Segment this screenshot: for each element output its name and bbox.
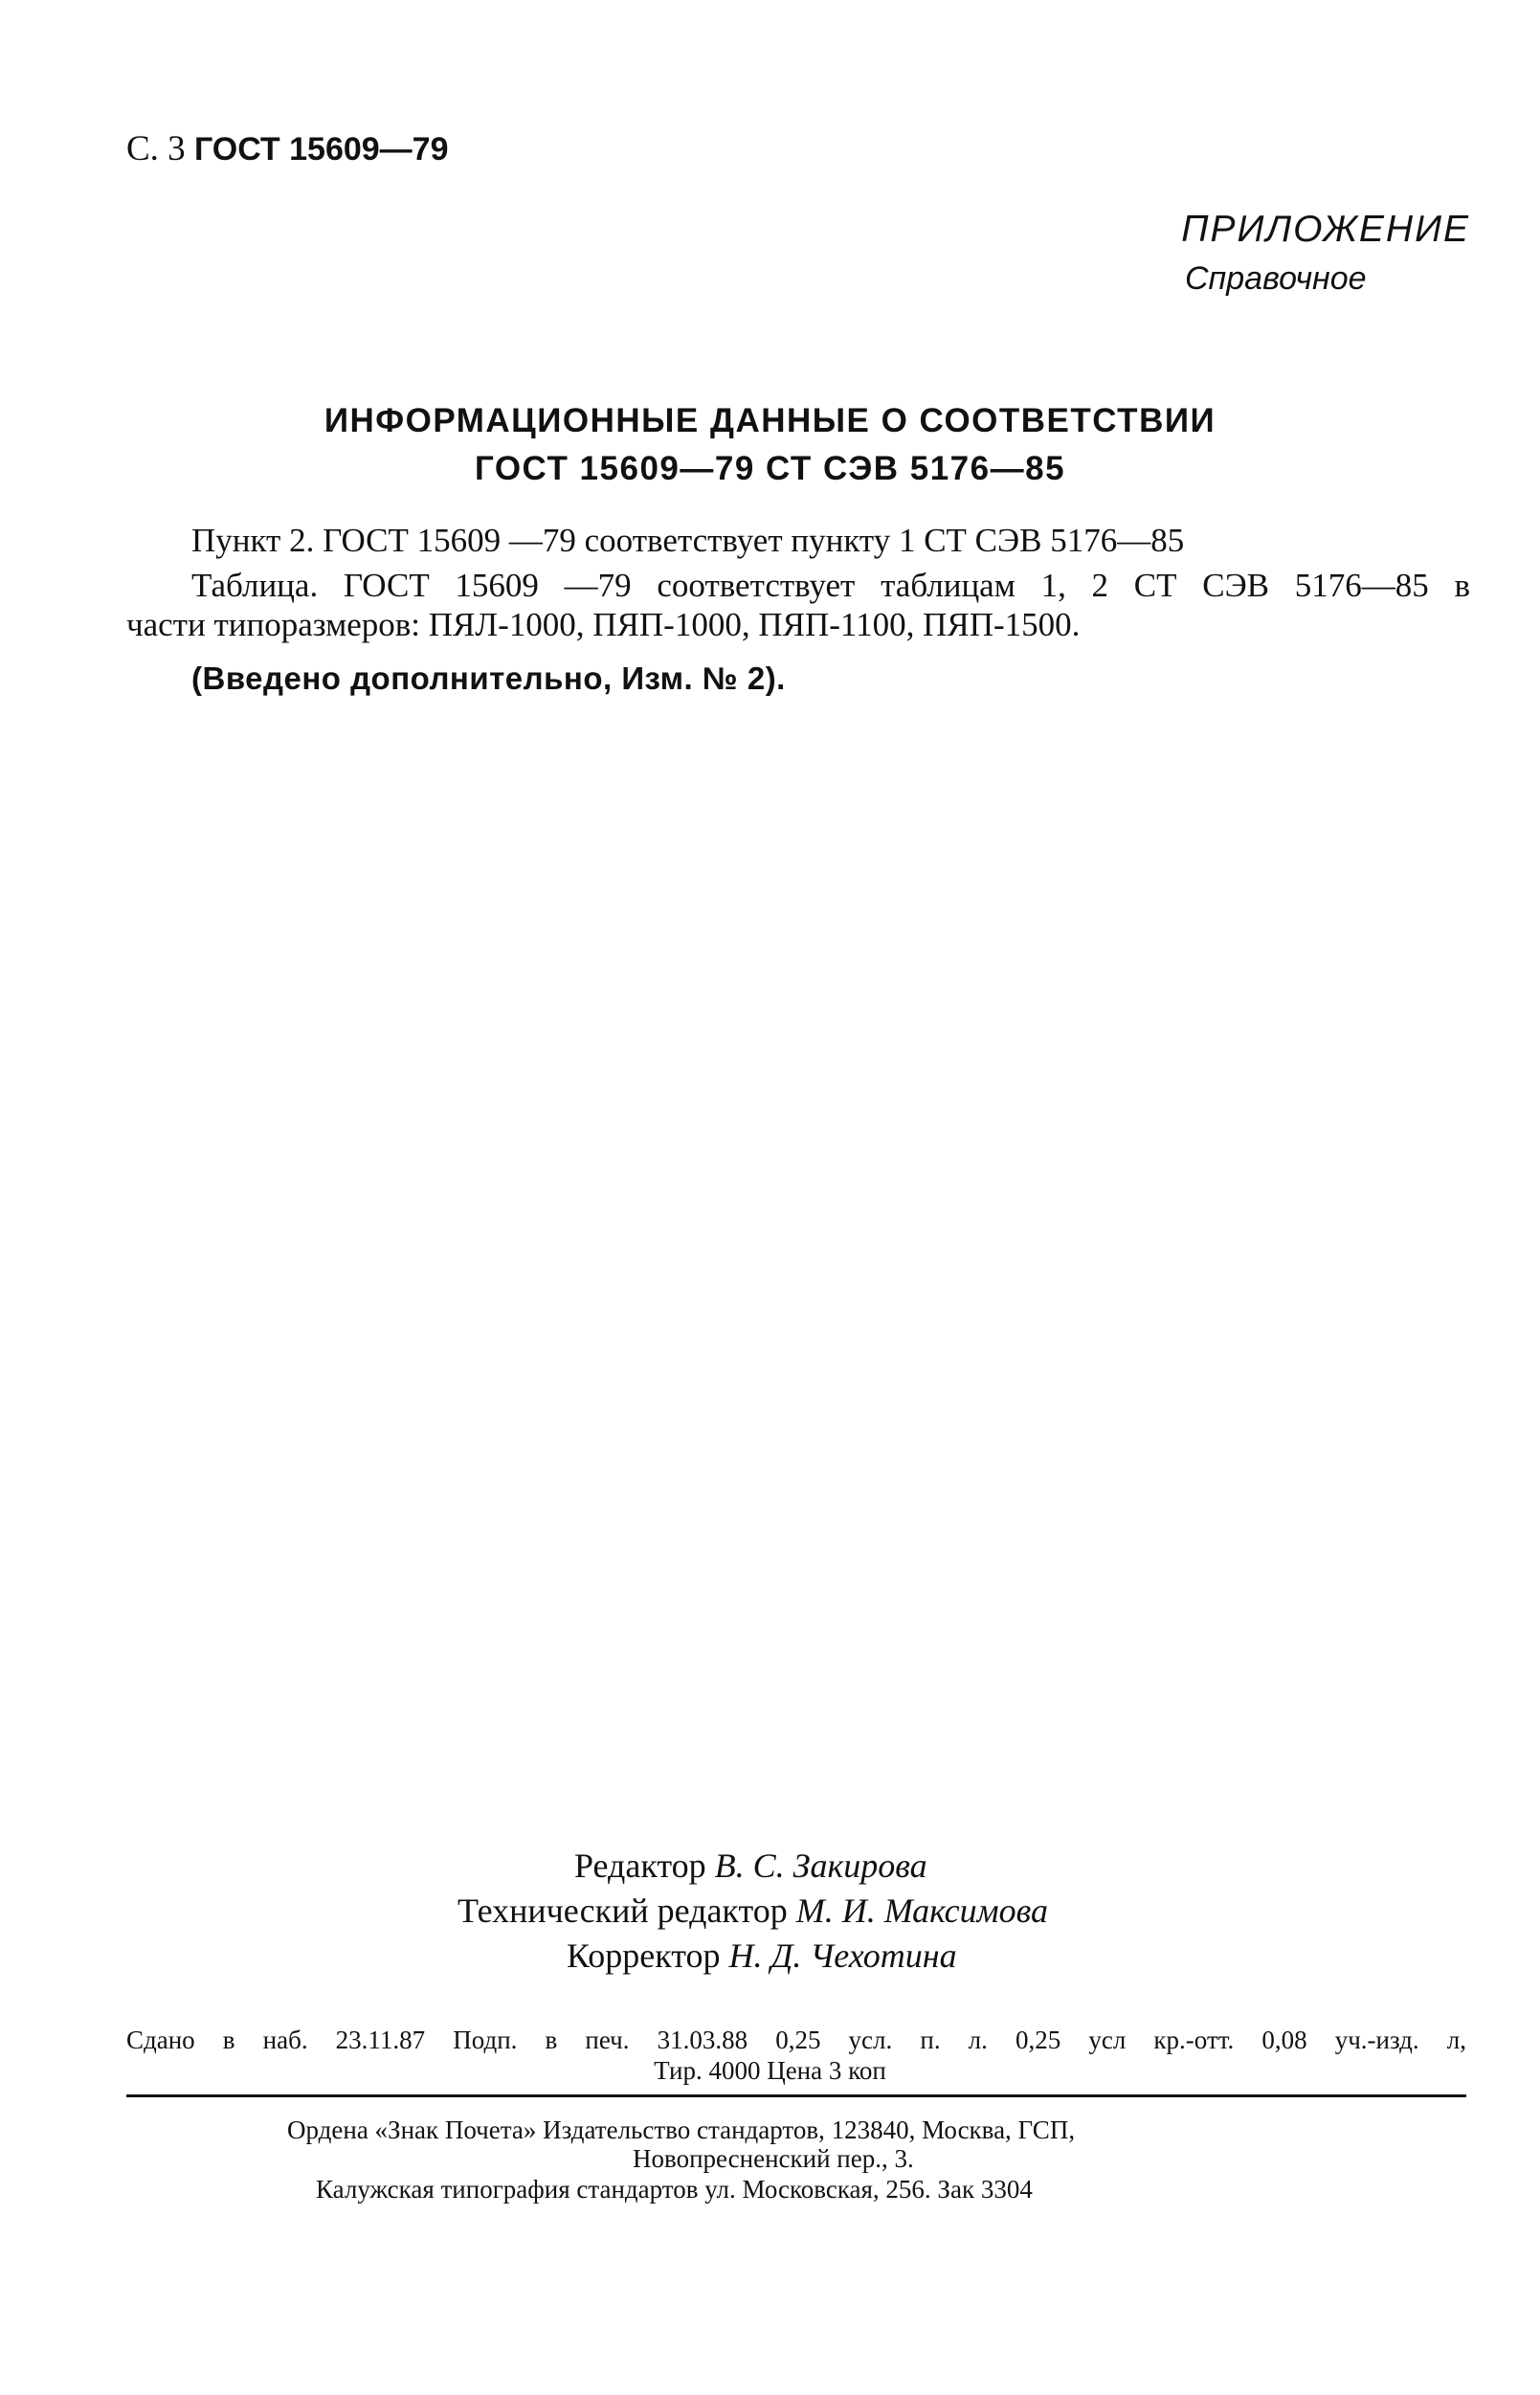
publisher-line-1: Ордена «Знак Почета» Издательство стандартов, 123840, Москва, ГСП, bbox=[287, 2115, 1076, 2144]
standard-code: ГОСТ 15609—79 bbox=[193, 131, 449, 168]
paragraph-table-line-2: части типоразмеров: ПЯЛ-1000, ПЯП-1000, ПЯП-1100, ПЯП-1500. bbox=[126, 606, 1081, 643]
credit-role: Корректор bbox=[567, 1936, 721, 1975]
credit-technical-editor bbox=[458, 1891, 1048, 1931]
credit-editor bbox=[574, 1846, 927, 1886]
publisher-line-2: Новопресненский пер., 3. bbox=[633, 2144, 914, 2173]
imprint-line-2: Тир. 4000 Цена 3 коп bbox=[654, 2056, 886, 2085]
document-title-line-2: ГОСТ 15609—79 СТ СЭВ 5176—85 bbox=[474, 450, 1066, 487]
credit-role: Технический редактор bbox=[458, 1891, 788, 1930]
publisher-line-3: Калужская типография стандартов ул. Московская, 256. Зак 3304 bbox=[316, 2175, 1033, 2204]
paragraph-item-2: Пункт 2. ГОСТ 15609 —79 соответствует пункту 1 СТ СЭВ 5176—85 bbox=[191, 522, 1185, 559]
appendix-title: ПРИЛОЖЕНИЕ bbox=[1181, 209, 1470, 250]
credit-proofreader bbox=[567, 1936, 957, 1976]
document-title-line-1: ИНФОРМАЦИОННЫЕ ДАННЫЕ О СООТВЕТСТВИИ bbox=[324, 402, 1216, 439]
divider bbox=[126, 2094, 1466, 2097]
credit-name: В. С. Закирова bbox=[714, 1847, 927, 1885]
amendment-note: (Введено дополнительно, Изм. № 2). bbox=[191, 660, 786, 696]
paragraph-table-line-1: Таблица. ГОСТ 15609 —79 соответствует таблицам 1, 2 СТ СЭВ 5176—85 в bbox=[191, 567, 1470, 604]
appendix-subtitle: Справочное bbox=[1185, 260, 1367, 297]
page-number: С. 3 bbox=[126, 129, 186, 168]
credit-name: Н. Д. Чехотина bbox=[728, 1936, 957, 1975]
imprint-line-1: Сдано в наб. 23.11.87 Подп. в печ. 31.03.88 0,25 усл. п. л. 0,25 усл кр.-отт. 0,08 уч.-изд. л, bbox=[126, 2026, 1466, 2054]
page-header bbox=[126, 128, 449, 169]
credit-role: Редактор bbox=[574, 1847, 706, 1885]
credit-name: М. И. Максимова bbox=[795, 1891, 1048, 1930]
